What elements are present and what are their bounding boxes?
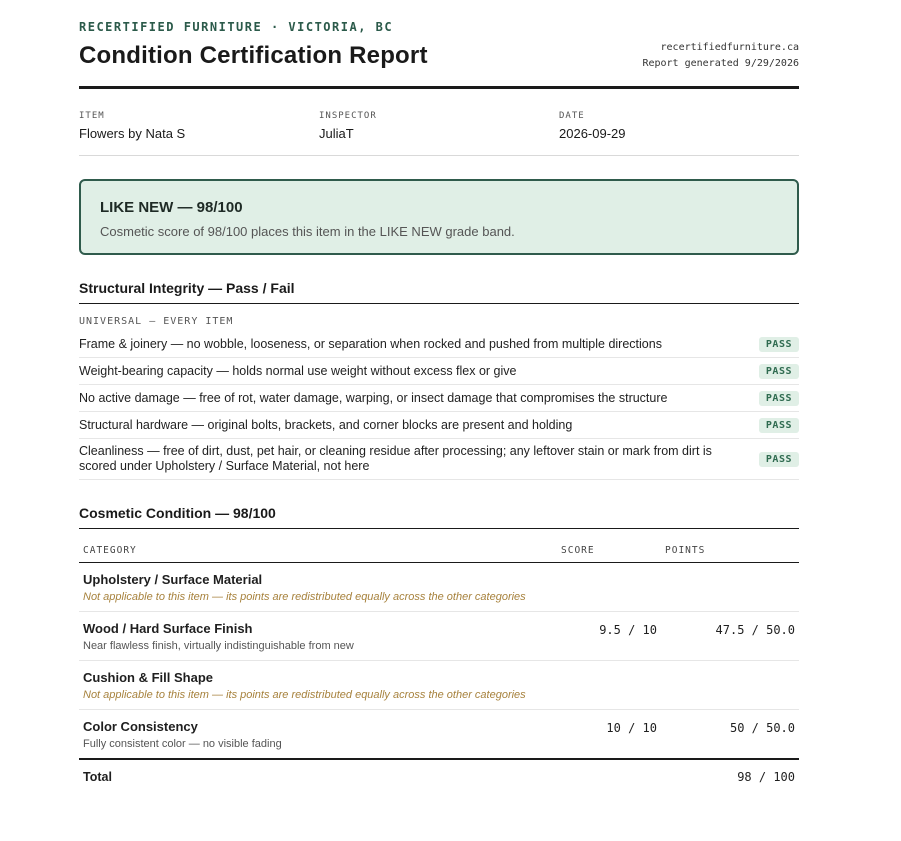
category-note: Not applicable to this item — its points are redistributed equally across the other categories: [83, 591, 526, 603]
check-text: Weight-bearing capacity — holds normal use weight without excess flex or give: [79, 363, 517, 378]
info-row: [79, 89, 799, 156]
generated-date: Report generated 9/29/2026: [642, 58, 799, 69]
category-points: 50 / 50.0: [661, 710, 799, 760]
check-row: [79, 331, 799, 358]
total-value: 98 / 100: [661, 759, 799, 792]
website-link[interactable]: recertifiedfurniture.ca: [660, 42, 799, 53]
check-text: Structural hardware — original bolts, brackets, and corner blocks are present and holding: [79, 417, 573, 432]
report-page: [79, 0, 799, 792]
pass-badge: PASS: [759, 364, 799, 379]
inspector-info: [319, 89, 559, 155]
structural-sub-label: UNIVERSAL — EVERY ITEM: [79, 316, 234, 327]
grade-title: LIKE NEW — 98/100: [100, 199, 243, 216]
item-label: ITEM: [79, 111, 105, 121]
cosmetic-section: [79, 505, 799, 792]
table-row: [79, 612, 799, 661]
check-row: [79, 385, 799, 412]
date-label: DATE: [559, 111, 585, 121]
category-points: [661, 563, 799, 612]
table-row: [79, 710, 799, 760]
table-row: [79, 563, 799, 612]
check-text: Cleanliness — free of dirt, dust, pet hair, or cleaning residue after processing; any leftover stain or mark from dirt is scored under Upholstery / Surface Material, not here: [79, 444, 712, 473]
check-text: No active damage — free of rot, water damage, warping, or insect damage that compromises the structure: [79, 390, 668, 405]
category-note: Near flawless finish, virtually indistinguishable from new: [83, 640, 354, 652]
item-info: [79, 89, 319, 155]
col-points: POINTS: [661, 545, 799, 563]
category-score: 10 / 10: [557, 710, 661, 760]
pass-badge: PASS: [759, 337, 799, 352]
category-points: [661, 661, 799, 710]
pass-badge: PASS: [759, 391, 799, 406]
total-label: Total: [79, 759, 557, 792]
category-name: Wood / Hard Surface Finish: [83, 621, 253, 636]
category-note: Not applicable to this item — its points are redistributed equally across the other categories: [83, 689, 526, 701]
date-value: 2026-09-29: [559, 126, 626, 141]
header-meta: [642, 40, 799, 72]
brand-line: RECERTIFIED FURNITURE · VICTORIA, BC: [79, 20, 394, 34]
total-spacer: [557, 759, 661, 792]
col-score: SCORE: [557, 545, 661, 563]
check-row: [79, 358, 799, 385]
pass-badge: PASS: [759, 452, 799, 467]
inspector-label: INSPECTOR: [319, 111, 377, 121]
date-info: [559, 89, 799, 155]
report-header: [79, 20, 799, 86]
category-note: Fully consistent color — no visible fading: [83, 738, 282, 750]
table-row: [79, 661, 799, 710]
col-category: CATEGORY: [79, 545, 557, 563]
page-title: Condition Certification Report: [79, 42, 428, 69]
grade-banner: [79, 179, 799, 255]
category-points: 47.5 / 50.0: [661, 612, 799, 661]
category-name: Upholstery / Surface Material: [83, 572, 263, 587]
category-score: [557, 563, 661, 612]
cosmetic-title: Cosmetic Condition — 98/100: [79, 505, 799, 529]
inspector-value: JuliaT: [319, 126, 354, 141]
grade-subtitle: Cosmetic score of 98/100 places this item in the LIKE NEW grade band.: [100, 224, 515, 239]
category-score: [557, 661, 661, 710]
check-row: [79, 412, 799, 439]
pass-badge: PASS: [759, 418, 799, 433]
cosmetic-table: [79, 545, 799, 792]
total-row: [79, 759, 799, 792]
check-text: Frame & joinery — no wobble, looseness, or separation when rocked and pushed from multiple directions: [79, 336, 662, 351]
category-name: Cushion & Fill Shape: [83, 670, 214, 685]
category-name: Color Consistency: [83, 719, 198, 734]
check-row: [79, 439, 799, 480]
table-header-row: [79, 545, 799, 563]
item-value: Flowers by Nata S: [79, 126, 186, 141]
structural-title: Structural Integrity — Pass / Fail: [79, 280, 799, 304]
category-score: 9.5 / 10: [557, 612, 661, 661]
structural-section: [79, 280, 799, 480]
